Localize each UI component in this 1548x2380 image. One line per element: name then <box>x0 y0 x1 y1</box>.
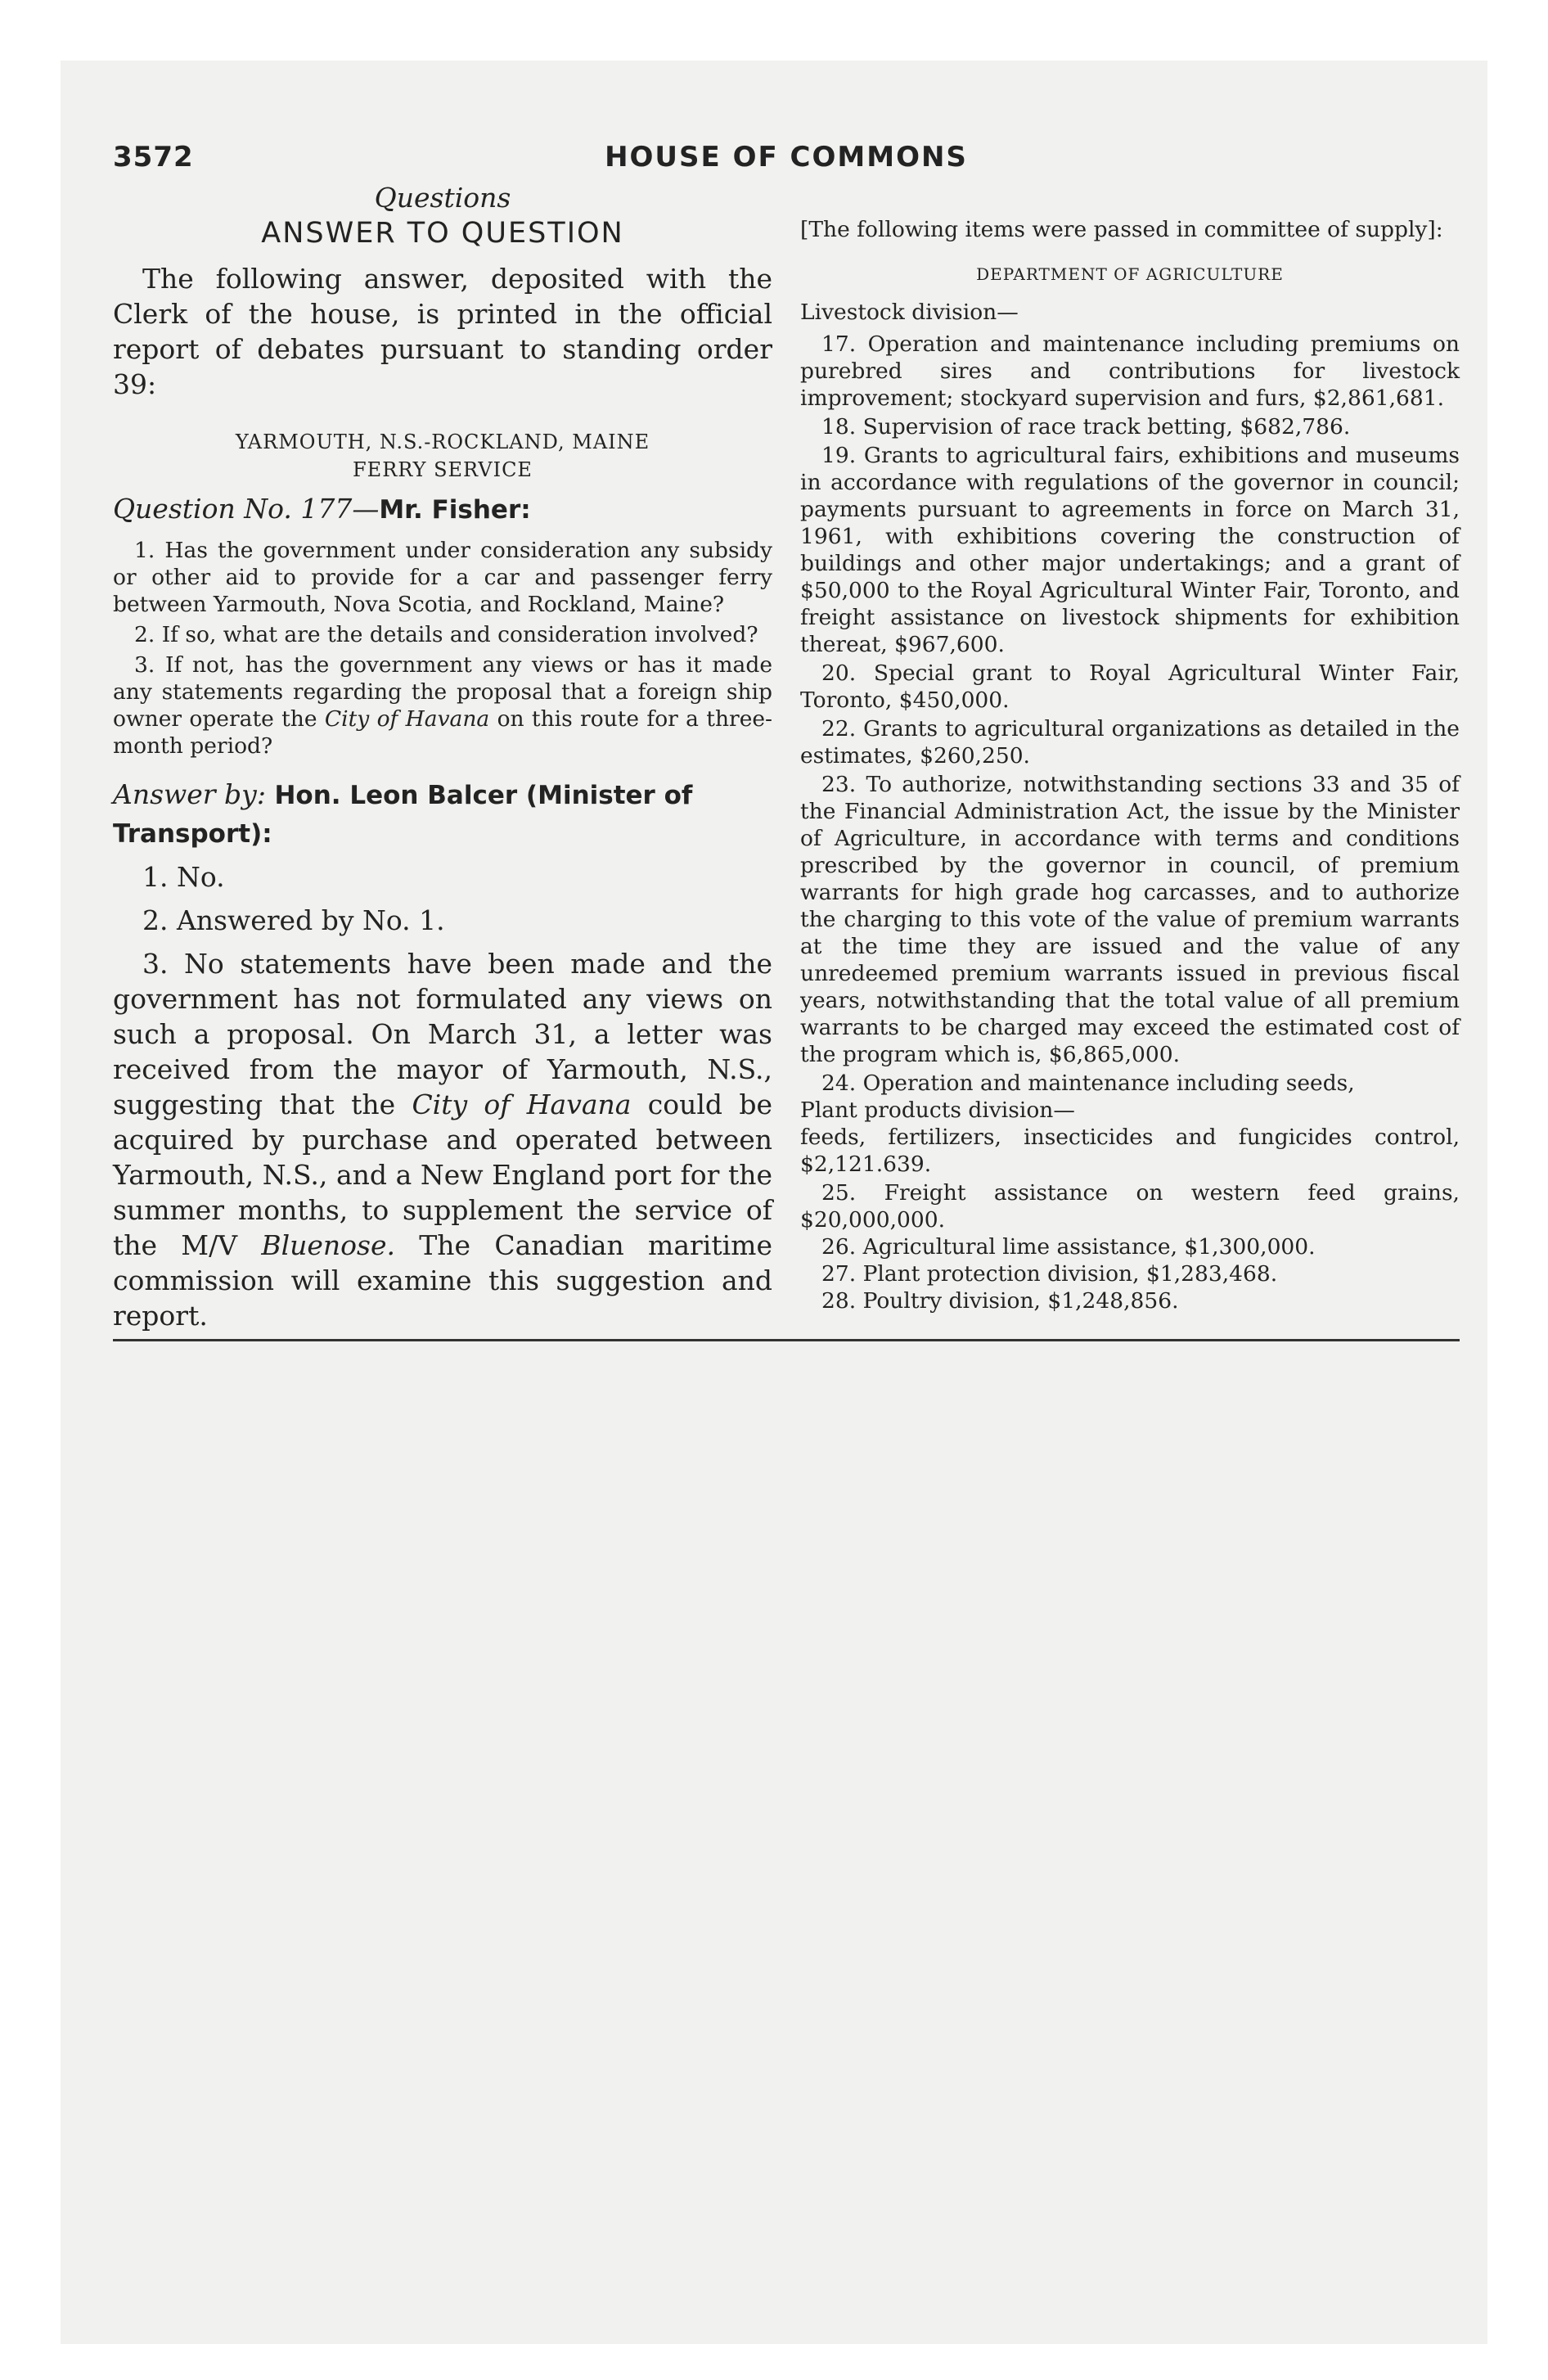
left-column <box>113 182 772 1333</box>
question-1: 1. Has the government under consideration any subsidy or other aid to provide for a car and passenger ferry between Yarmouth, Nova Scotia, and Rockland, Maine? <box>113 538 772 617</box>
question-3 <box>113 651 772 760</box>
item-24-continued: feeds, fertilizers, insecticides and fungicides control, $2,121.639. <box>800 1125 1460 1177</box>
item-23: 23. To authorize, notwithstanding sections 33 and 35 of the Financial Administration Act, the issue by the Minister of Agriculture, in accordance with terms and conditions prescribed by the governor in council, of premium warrants for high grade hog carcasses, and to authorize the charging to this vote of the value of premium warrants at the time they are issued and the value of any unredeemed premium warrants issued in previous fiscal years, notwithstanding that the total value of all premium warrants to be charged may exceed the estimated cost of the program which is, $6,865,000. <box>800 772 1460 1067</box>
item-24: 24. Operation and maintenance including seeds, <box>821 1071 1355 1096</box>
department-heading: DEPARTMENT OF AGRICULTURE <box>976 264 1284 284</box>
plant-products-heading: Plant products division— <box>800 1098 1075 1123</box>
question-3-ship-name: City of Havana <box>324 706 490 732</box>
item-27: 27. Plant protection division, $1,283,468. <box>821 1261 1278 1287</box>
item-19: 19. Grants to agricultural fairs, exhibitions and museums in accordance with regulations of the governor in council; payments pursuant to agreements in force on March 31, 1961, with exhibitions covering the construction of buildings and other major undertakings; and a grant of $50,000 to the Royal Agricultural Winter Fair, Toronto, and freight assistance on livestock shipments for exhibition thereat, $967,600. <box>800 443 1460 657</box>
item-26: 26. Agricultural lime assistance, $1,300,000. <box>821 1234 1316 1260</box>
footer-rule <box>113 1339 1460 1341</box>
item-28: 28. Poultry division, $1,248,856. <box>821 1288 1179 1314</box>
item-18: 18. Supervision of race track betting, $682,786. <box>821 414 1351 439</box>
answer-1: 1. No. <box>142 861 225 893</box>
item-17: 17. Operation and maintenance including premiums on purebred sires and contributions for livestock improvement; stockyard supervision and furs, $2,861,681. <box>800 331 1460 411</box>
answer-minister: Hon. Leon Balcer (Minister of Transport): <box>113 781 693 849</box>
answer-by-label: Answer by: <box>113 778 266 810</box>
answer-3 <box>113 946 772 1333</box>
answer-3-ship-name: City of Havana <box>412 1089 632 1120</box>
question-3-text-a: 3. If not, has the government any views or has it made any statements regarding the proposal that a foreign ship owner operate the <box>113 652 772 732</box>
section-label: Questions <box>374 182 511 214</box>
question-asker: Mr. Fisher: <box>379 495 531 525</box>
question-3-text-b: on this route for a three-month period? <box>113 706 773 759</box>
page-number: 3572 <box>113 141 194 174</box>
item-22: 22. Grants to agricultural organizations as detailed in the estimates, $260,250. <box>800 716 1460 769</box>
answer-label <box>113 776 772 853</box>
committee-intro: [The following items were passed in committee of supply]: <box>800 217 1443 242</box>
subheading-service: FERRY SERVICE <box>353 458 533 481</box>
item-20: 20. Special grant to Royal Agricultural Winter Fair, Toronto, $450,000. <box>800 660 1460 713</box>
answer-2: 2. Answered by No. 1. <box>142 904 445 936</box>
question-label <box>113 490 772 529</box>
section-title: ANSWER TO QUESTION <box>261 217 624 250</box>
right-column <box>800 216 1460 1314</box>
item-25: 25. Freight assistance on western feed grains, $20,000,000. <box>800 1180 1460 1233</box>
answer-3-text-a: 3. No statements have been made and the government has not formulated any views on such a proposal. On March 31, a letter was received from the mayor of Yarmouth, N.S., suggesting that the <box>113 948 772 1120</box>
answer-3-vessel-name: Bluenose. <box>261 1229 395 1261</box>
livestock-heading: Livestock division— <box>800 300 1019 325</box>
running-head: HOUSE OF COMMONS <box>605 141 968 174</box>
question-2: 2. If so, what are the details and consideration involved? <box>134 622 758 647</box>
answer-3-text-b: could be acquired by purchase and operated between Yarmouth, N.S., and a New England port for the summer months, to supplement the service of the M/V <box>113 1089 772 1261</box>
subheading-route: YARMOUTH, N.S.-ROCKLAND, MAINE <box>235 430 650 453</box>
intro-paragraph: The following answer, deposited with the Clerk of the house, is printed in the official report of debates pursuant to standing order 39: <box>113 263 772 400</box>
question-number: Question No. 177— <box>113 493 380 525</box>
answer-3-text-c: The Canadian maritime commission will examine this suggestion and report. <box>113 1229 772 1332</box>
